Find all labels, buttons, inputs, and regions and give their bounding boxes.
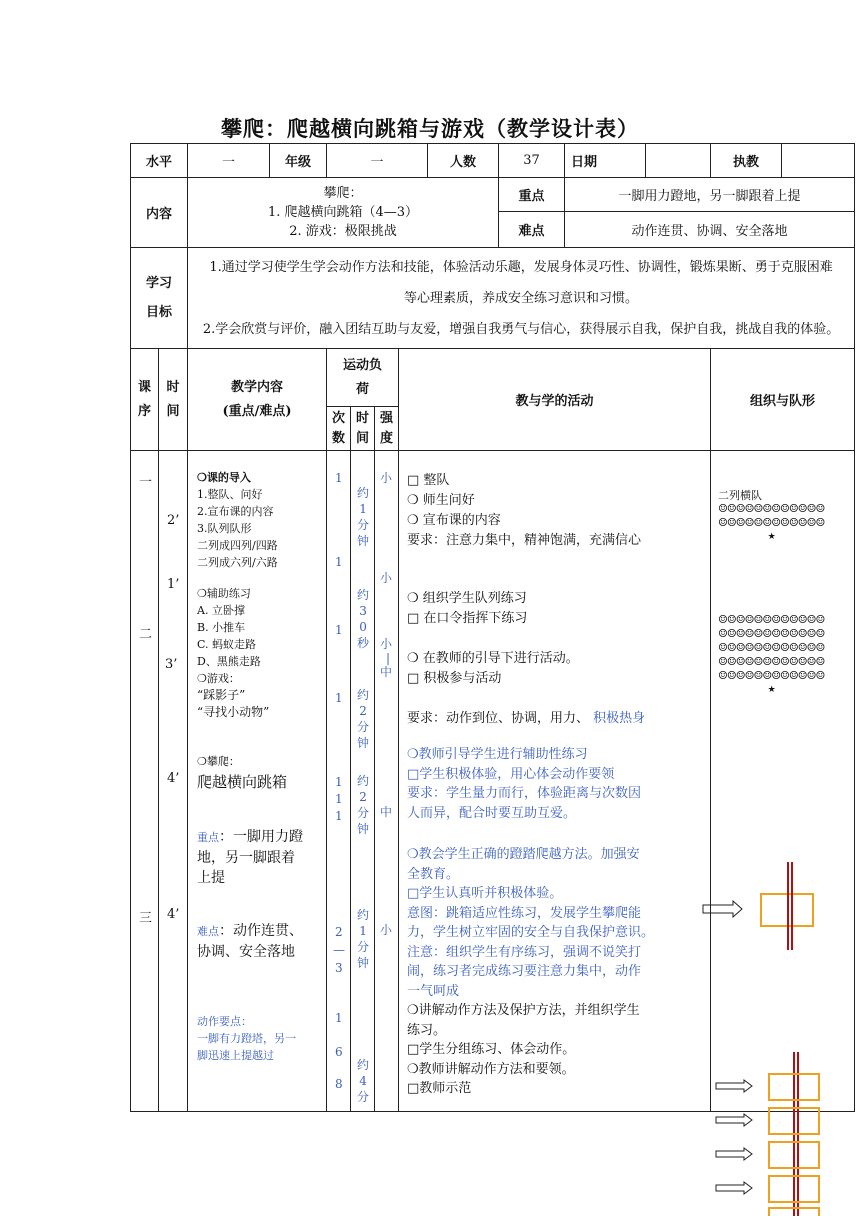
goals-label: 学习 目标 (131, 248, 188, 349)
key-value: 一脚用力蹬地，另一脚跟着上提 (565, 178, 855, 212)
key-label: 重点 (499, 178, 565, 212)
count-value: 37 (499, 144, 565, 178)
formation-five-rows: ☺☺☺☺☺☺☺☺☺☺☺☺ ☺☺☺☺☺☺☺☺☺☺☺☺ ☺☺☺☺☺☺☺☺☺☺☺☺ ☺☺☺☺☺☺☺☺☺☺☺☺ ☺☺☺☺☺☺☺☺☺☺☺☺ ★ (718, 613, 825, 695)
level-label: 水平 (131, 144, 188, 178)
activity-cell: □ 整队 ❍ 师生问好 ❍ 宣布课的内容 要求：注意力集中，精神饱满，充满信心 ❍ 组织学生队列练习 □ 在口令指挥下练习 ❍ 在教师的引导下进行活动。 □ 积极参与活动 要求：动作到位、协调，用力、 积极热身 ❍教师引导学生进行辅助性练习 □学生积极体验，用心体会动作要领 要求：学生量力而行，体验距离与次数因 人而异，配合时要互助互爱。 ❍教会学生正确的蹬踏爬越方法。加强安 全教育。 □学生认真听并积极体验。 意图：跳箱适应性练习，发展学生攀爬能 力，学生树立牢固的安全与自我保护意识。 注意：组织学生有序练习，强调不说笑打 闹，练习者完成练习要注意力集中，动作 一气呵成 ❍讲解动作方法及保护方法，并组织学生 练习。 □学生分组练习、体会动作。 ❍教师讲解动作方法和要领。 □教师示范 (399, 451, 711, 1112)
content-line-2: 1. 爬越横向跳箱（4—3） (267, 205, 419, 220)
col-seq: 课 序 (131, 349, 159, 451)
grade-value: 一 (327, 144, 428, 178)
formation-label: 二列横队 (718, 489, 763, 502)
arrow-icon (703, 901, 742, 917)
content-label: 内容 (131, 178, 188, 248)
page-title: 攀爬：爬越横向跳箱与游戏（教学设计表） (221, 116, 639, 141)
col-activity: 教与学的活动 (399, 349, 711, 451)
seq-cell: 一 二 三 (131, 451, 159, 1112)
arrow-icon (716, 1148, 752, 1160)
arrow-icon (716, 1114, 752, 1126)
col-time: 时 间 (159, 349, 188, 451)
difficulty-label: 难点 (499, 212, 565, 248)
date-label: 日期 (565, 144, 646, 178)
duration-cell: 约 1 分 钟 约 3 0 秒 约 2 分 钟 约 2 分 钟 约 1 分 钟 约 4 分 (351, 451, 375, 1112)
grade-label: 年级 (270, 144, 327, 178)
level-value: 一 (188, 144, 270, 178)
goal-1a: 1.通过学习使学生学会动作方法和技能，体验活动乐趣，发展身体灵巧性、协调性，锻炼果断、勇于克服困难 (209, 259, 833, 275)
teach-content-cell: ❍课的导入 1.整队、问好 2.宣布课的内容 3.队列队形 二列成四列/四路 二列成六列/六路 ❍辅助练习 A. 立卧撑 B. 小推车 C. 蚂蚁走路 D、黑熊走路 ❍游戏： “踩影子” “寻找小动物” ❍攀爬： 爬越横向跳箱 重点：一脚用力蹬 地，另一脚跟着 上提 难点：动作连贯、 协调、安全落地 动作要点： 一脚有力蹬塔，另一 脚迅速上提越过 (188, 451, 327, 1112)
content-line-1: 攀爬： (323, 186, 363, 201)
intensity-cell: 小 小 小 | 中 中 小 (375, 451, 399, 1112)
essentials-heading: 动作要点： (197, 1015, 253, 1028)
count-cell: 1 1 1 1 1 1 1 2 — 3 1 6 8 (327, 451, 351, 1112)
formation-two-rows: ☺☺☺☺☺☺☺☺☺☺☺☺ ☺☺☺☺☺☺☺☺☺☺☺☺ ★ (718, 502, 825, 542)
col-intensity: 强 度 (375, 407, 399, 451)
intro-heading: ❍课的导入 (197, 471, 251, 484)
col-duration: 时 间 (351, 407, 375, 451)
col-teach-content: 教学内容 (重点/难点) (188, 349, 327, 451)
col-count: 次 数 (327, 407, 351, 451)
col-load: 运动负 荷 (327, 349, 399, 407)
aux-heading: ❍辅助练习 (197, 587, 251, 600)
goal-1b: 等心理素质，养成安全练习意识和习惯。 (404, 290, 639, 306)
climb-heading: ❍攀爬： (197, 755, 240, 768)
arrow-icon (716, 1080, 752, 1092)
key-point: 重点：一脚用力蹬 (197, 829, 304, 845)
difficulty-point: 难点：动作连贯、 (197, 923, 304, 939)
teacher-label: 执教 (711, 144, 782, 178)
count-label: 人数 (428, 144, 499, 178)
col-organization: 组织与队形 (711, 349, 855, 451)
difficulty-value: 动作连贯、协调、安全落地 (565, 212, 855, 248)
goal-2: 2.学会欣赏与评价，融入团结互助与友爱，增强自我勇气与信心，获得展示自我，保护自我，挑战自我的体验。 (202, 321, 840, 337)
arrow-icon (716, 1182, 752, 1194)
game-heading: ❍游戏： (197, 672, 240, 685)
time-cell: 2’ 1’ 3’ 4’ 4’ (159, 451, 188, 1112)
content-line-3: 2. 游戏：极限挑战 (289, 224, 397, 239)
